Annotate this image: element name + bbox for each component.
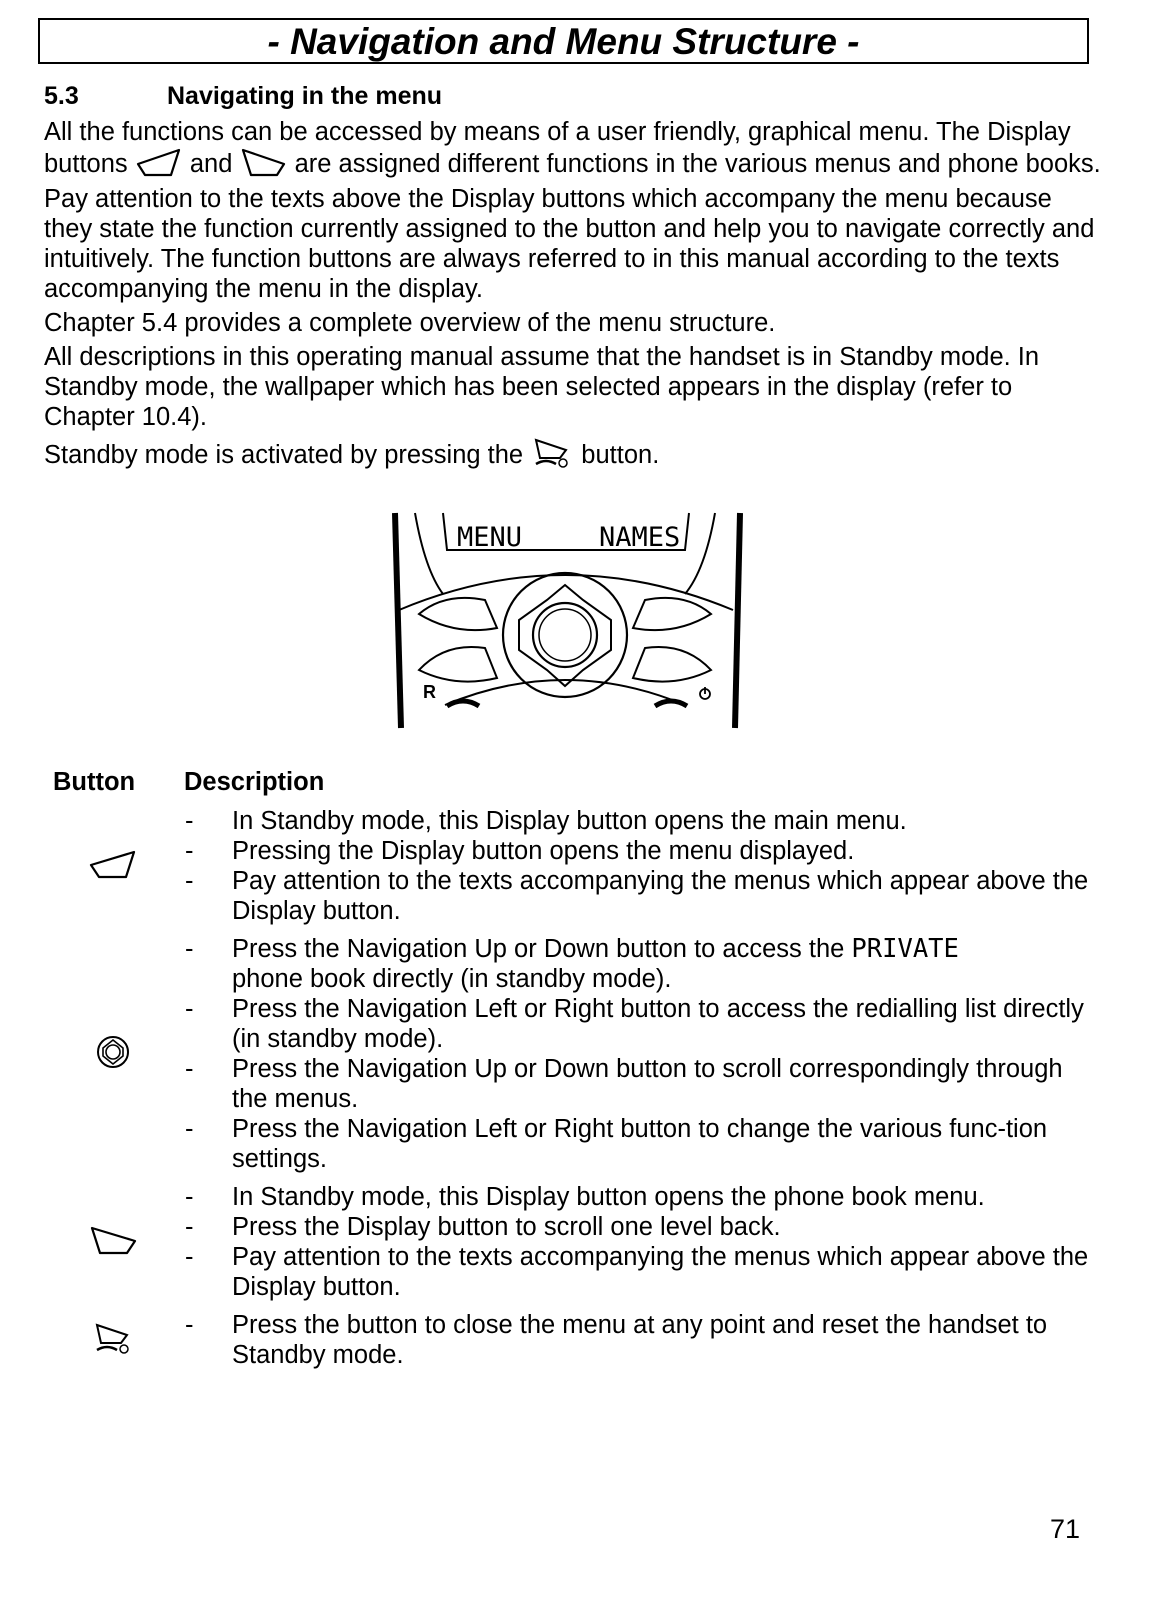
display-left-softkey-label: MENU [457, 522, 523, 553]
end-call-button-icon [91, 1321, 135, 1360]
description-line [185, 934, 1100, 994]
section-heading [44, 82, 442, 111]
intro-text [44, 117, 1104, 479]
page-number: 71 [1049, 1514, 1080, 1544]
description-line: - Press the Navigation Up or Down button to scroll correspondingly through the menus. [185, 1054, 1100, 1114]
description-line: - In Standby mode, this Display button opens the phone book menu. [185, 1182, 1100, 1212]
button-description-table [40, 806, 1100, 1378]
description-line: - Pay attention to the texts accompanying the menus which appear above the Display button. [185, 866, 1100, 926]
end-call-button-icon [530, 436, 574, 475]
page-header [38, 18, 1089, 64]
section-title: Navigating in the menu [167, 82, 443, 110]
private-phonebook-label: PRIVATE [851, 934, 959, 964]
table-header-description: Description [184, 768, 325, 796]
description-line: - Pressing the Display button opens the menu displayed. [185, 836, 1100, 866]
intro-p4-part-b: button. [581, 441, 660, 469]
description-line: - Press the button to close the menu at any point and reset the handset to Standby mode. [185, 1310, 1100, 1370]
section-number: 5.3 [44, 82, 79, 110]
table-row [40, 1182, 1100, 1302]
description-line: - In Standby mode, this Display button opens the main menu. [185, 806, 1100, 836]
table-row [40, 1310, 1100, 1370]
table-row [40, 806, 1100, 926]
intro-paragraph-3: All descriptions in this operating manual assume that the handset is in Standby mode. In Standby mode, the wallpaper which has been selected appears in the display (refer to Chapter 10.4). [44, 343, 1040, 431]
r-key-label: R [423, 682, 436, 702]
navigation-button-icon [96, 1035, 130, 1074]
intro-paragraph-1 [44, 117, 1104, 304]
left-display-button-icon [135, 147, 183, 184]
table-row [40, 934, 1100, 1174]
description-line: - Press the Navigation Left or Right button to access the redialling list directly (in standby mode). [185, 994, 1100, 1054]
right-display-button-icon [88, 1224, 138, 1261]
page-title: - Navigation and Menu Structure - [267, 20, 860, 62]
description-line-text: phone book directly (in standby mode). [232, 965, 672, 993]
intro-paragraph-2: Chapter 5.4 provides a complete overview of the menu structure. [44, 309, 776, 337]
phone-keypad-illustration [385, 510, 745, 732]
intro-p1-part-a: All the functions can be accessed by means of a user friendly, graphical menu. The Display buttons [44, 118, 1071, 178]
description-line: - Press the Navigation Left or Right button to change the various func-tion settings. [185, 1114, 1100, 1174]
description-line-text: Press the Navigation Up or Down button to access the [232, 935, 845, 963]
description-line: - Pay attention to the texts accompanying the menus which appear above the Display button. [185, 1242, 1100, 1302]
intro-paragraph-4 [44, 436, 1104, 475]
intro-p4-part-a: Standby mode is activated by pressing the [44, 441, 524, 469]
intro-p1-and: and [189, 150, 233, 178]
display-right-softkey-label: NAMES [599, 522, 681, 553]
right-display-button-icon [239, 147, 287, 184]
table-header-button: Button [53, 768, 136, 796]
left-display-button-icon [88, 848, 138, 885]
description-line: - Press the Display button to scroll one level back. [185, 1212, 1100, 1242]
intro-p1-part-b: are assigned different functions in the various menus and phone books. Pay attention to the texts above the Display buttons which accompany the menu because they state the function currently assigned to the button and help you to navigate correctly and intuitively. The function buttons are always referred to in this manual according to the texts accompanying the menu in the display. [44, 150, 1101, 303]
